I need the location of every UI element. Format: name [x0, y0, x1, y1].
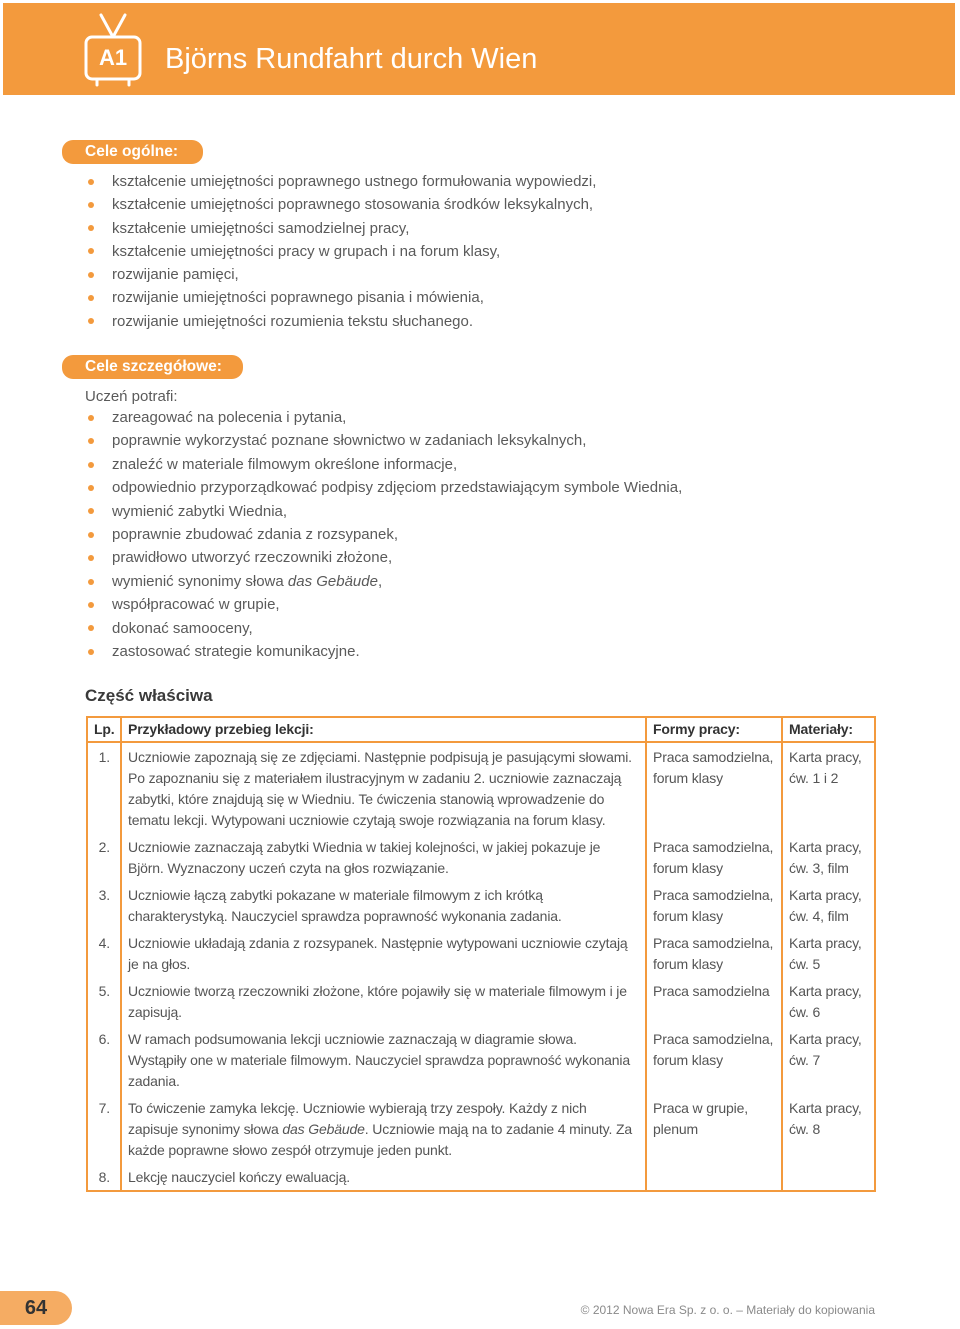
row-materials: Karta pracy, ćw. 3, film: [782, 833, 875, 881]
list-item: rozwijanie pamięci,: [86, 263, 596, 286]
general-goals-list: [86, 170, 596, 333]
row-description: [121, 1094, 646, 1163]
emphasized-term: das Gebäude: [287, 572, 378, 590]
row-materials: [782, 1163, 875, 1191]
general-goals-badge: Cele ogólne:: [62, 140, 203, 164]
table-row: [87, 742, 875, 833]
row-number: 5.: [87, 977, 121, 1025]
list-item: rozwijanie umiejętności poprawnego pisania i mówienia,: [86, 286, 596, 309]
row-materials: Karta pracy, ćw. 5: [782, 929, 875, 977]
table-row: [87, 1163, 875, 1191]
list-item: prawidłowo utworzyć rzeczowniki złożone,: [86, 546, 682, 569]
page-title: Björns Rundfahrt durch Wien: [165, 43, 538, 75]
lesson-table: [86, 716, 876, 1192]
row-work-forms: Praca samodzielna: [646, 977, 782, 1025]
list-item: zastosować strategie komunikacyjne.: [86, 640, 682, 663]
row-work-forms: Praca w grupie, plenum: [646, 1094, 782, 1163]
row-description: W ramach podsumowania lekcji uczniowie zaznaczają w diagramie słowa. Wystąpiły one w materiale filmowym. Nauczyciel sprawdza poprawność wykonania zadania.: [121, 1025, 646, 1094]
column-header-work-forms: Formy pracy:: [646, 717, 782, 742]
list-item-text: ,: [377, 572, 383, 590]
table-row: [87, 977, 875, 1025]
row-description-text: To ćwiczenie zamyka lekcję. Uczniowie wybierają trzy zespoły. Każdy z nich zapisuje synonimy słowa: [128, 1100, 587, 1137]
row-description: Uczniowie układają zdania z rozsypanek. Następnie wytypowani uczniowie czytają je na głos.: [121, 929, 646, 977]
list-item-text: wymienić synonimy słowa: [112, 572, 288, 590]
row-description: Uczniowie łączą zabytki pokazane w materiale filmowym z ich krótką charakterystyką. Nauczyciel sprawdza poprawność wykonania zadania.: [121, 881, 646, 929]
row-description-text: . Uczniowie mają na to zadanie 4 minuty. Za każde poprawne słowo zespół otrzymuje jeden punkt.: [128, 1121, 632, 1158]
row-materials: Karta pracy, ćw. 1 i 2: [782, 742, 875, 833]
list-item: współpracować w grupie,: [86, 593, 682, 616]
row-materials: Karta pracy, ćw. 7: [782, 1025, 875, 1094]
column-header-description: Przykładowy przebieg lekcji:: [121, 717, 646, 742]
row-description: Uczniowie zaznaczają zabytki Wiednia w takiej kolejności, w jakiej pokazuje je Björn. Wyznaczony uczeń czyta na głos rozwiązanie.: [121, 833, 646, 881]
row-materials: Karta pracy, ćw. 6: [782, 977, 875, 1025]
tv-icon: [83, 11, 143, 87]
list-item: rozwijanie umiejętności rozumienia tekstu słuchanego.: [86, 310, 596, 333]
row-number: 4.: [87, 929, 121, 977]
row-materials: Karta pracy, ćw. 8: [782, 1094, 875, 1163]
row-work-forms: Praca samodzielna, forum klasy: [646, 833, 782, 881]
table-row: [87, 929, 875, 977]
unit-badge-label: A1: [98, 45, 128, 70]
unit-header: [3, 3, 955, 95]
row-work-forms: Praca samodzielna, forum klasy: [646, 742, 782, 833]
row-work-forms: [646, 1163, 782, 1191]
row-number: 6.: [87, 1025, 121, 1094]
row-number: 1.: [87, 742, 121, 833]
table-row: [87, 1025, 875, 1094]
row-work-forms: Praca samodzielna, forum klasy: [646, 1025, 782, 1094]
row-materials: Karta pracy, ćw. 4, film: [782, 881, 875, 929]
table-row: [87, 881, 875, 929]
list-item: wymienić zabytki Wiednia,: [86, 500, 682, 523]
list-item: poprawnie zbudować zdania z rozsypanek,: [86, 523, 682, 546]
list-item: [86, 570, 682, 593]
specific-goals-badge: Cele szczegółowe:: [62, 355, 243, 379]
list-item: kształcenie umiejętności samodzielnej pracy,: [86, 217, 596, 240]
row-work-forms: Praca samodzielna, forum klasy: [646, 929, 782, 977]
row-description: Uczniowie tworzą rzeczowniki złożone, które pojawiły się w materiale filmowym i je zapisują.: [121, 977, 646, 1025]
emphasized-term: das Gebäude: [282, 1121, 365, 1137]
list-item: kształcenie umiejętności poprawnego ustnego formułowania wypowiedzi,: [86, 170, 596, 193]
list-item: znaleźć w materiale filmowym określone informacje,: [86, 453, 682, 476]
table-row: [87, 833, 875, 881]
specific-goals-list: [86, 406, 682, 663]
list-item: kształcenie umiejętności pracy w grupach i na forum klasy,: [86, 240, 596, 263]
row-number: 2.: [87, 833, 121, 881]
row-description: Lekcję nauczyciel kończy ewaluacją.: [121, 1163, 646, 1191]
row-number: 8.: [87, 1163, 121, 1191]
list-item: kształcenie umiejętności poprawnego stosowania środków leksykalnych,: [86, 193, 596, 216]
copyright-notice: © 2012 Nowa Era Sp. z o. o. – Materiały do kopiowania: [580, 1303, 875, 1317]
column-header-materials: Materiały:: [782, 717, 875, 742]
table-header-row: [87, 717, 875, 742]
lesson-heading: Część właściwa: [85, 686, 213, 705]
list-item: odpowiednio przyporządkować podpisy zdjęciom przedstawiającym symbole Wiednia,: [86, 476, 682, 499]
row-work-forms: Praca samodzielna, forum klasy: [646, 881, 782, 929]
list-item: zareagować na polecenia i pytania,: [86, 406, 682, 429]
specific-goals-intro: Uczeń potrafi:: [85, 388, 178, 405]
table-row: [87, 1094, 875, 1163]
list-item: dokonać samooceny,: [86, 617, 682, 640]
list-item: poprawnie wykorzystać poznane słownictwo w zadaniach leksykalnych,: [86, 429, 682, 452]
page-number: 64: [24, 1297, 48, 1319]
column-header-number: Lp.: [87, 717, 121, 742]
row-description: Uczniowie zapoznają się ze zdjęciami. Następnie podpisują je pasującymi słowami. Po zapoznaniu się z materiałem ilustracyjnym w zadaniu 2. uczniowie zaznaczają zabytki, które znajdują się w Wiedniu. Te ćwiczenia stanowią wprowadzenie do tematu lekcji. Wytypowani uczniowie czytają swoje rozwiązania na forum klasy.: [121, 742, 646, 833]
row-number: 7.: [87, 1094, 121, 1163]
row-number: 3.: [87, 881, 121, 929]
